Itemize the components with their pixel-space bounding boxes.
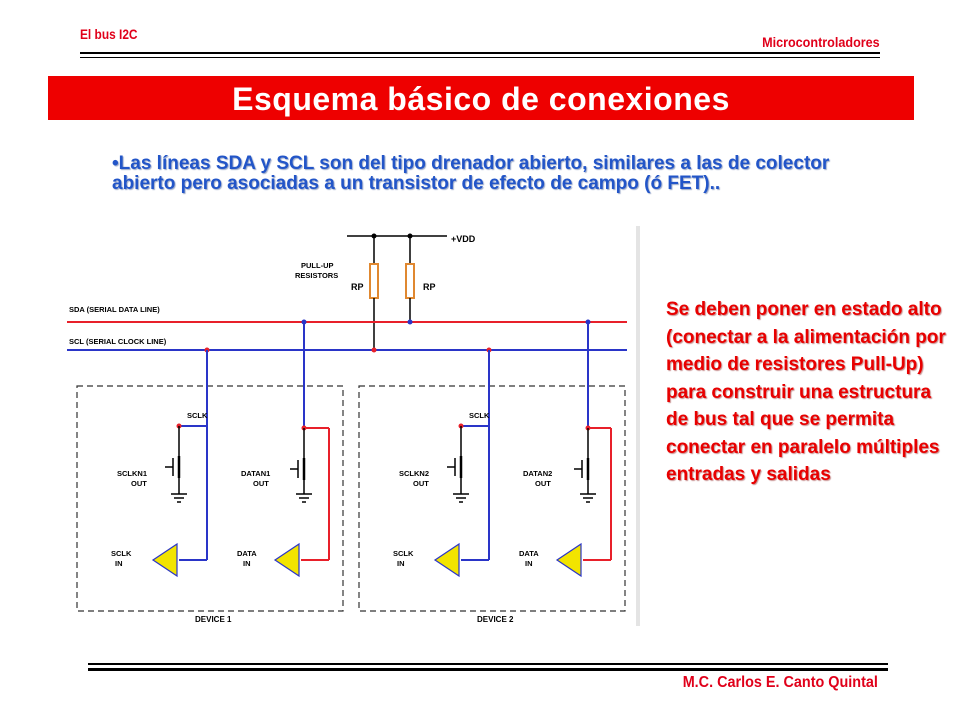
svg-text:DATA: DATA [519, 549, 539, 558]
header-rule-thin [80, 57, 880, 58]
sclk-in-buffer-2 [435, 544, 459, 576]
rp-label-1: RP [351, 282, 364, 292]
footer-rule-thin [88, 663, 888, 665]
header-topic: El bus I2C [80, 26, 138, 42]
svg-text:IN: IN [397, 559, 405, 568]
svg-text:DATAN2: DATAN2 [523, 469, 553, 478]
svg-text:SCLKN1: SCLKN1 [117, 469, 148, 478]
data-in-buffer-2 [557, 544, 581, 576]
header-course: Microcontroladores [762, 34, 880, 50]
svg-text:SCLK: SCLK [469, 411, 490, 420]
side-explanation: Se deben poner en estado alto (conectar a la alimentación por medio de resistores Pull-Up) para construir una estructura de bus tal que se permita conectar en paralelo múltiples entradas y salidas [666, 299, 946, 485]
svg-text:IN: IN [525, 559, 533, 568]
footer-rule [88, 668, 888, 671]
device-2-label: DEVICE 2 [477, 615, 514, 624]
svg-text:SCLKN2: SCLKN2 [399, 469, 430, 478]
svg-text:OUT: OUT [131, 479, 147, 488]
svg-text:SCLK: SCLK [187, 411, 208, 420]
svg-text:OUT: OUT [413, 479, 429, 488]
pullup-label-2: RESISTORS [295, 271, 339, 280]
pullup-label-1: PULL-UP [301, 261, 334, 270]
resistor-rp-2 [406, 264, 414, 298]
svg-text:SCLK: SCLK [111, 549, 132, 558]
scl-line-label: SCL (SERIAL CLOCK LINE) [69, 337, 167, 346]
resistor-rp-1 [370, 264, 378, 298]
svg-text:IN: IN [115, 559, 123, 568]
sda-line-label: SDA (SERIAL DATA LINE) [69, 305, 160, 314]
footer-author: M.C. Carlos E. Canto Quintal [682, 674, 878, 691]
diagram-frame-edge [636, 226, 640, 626]
vdd-label: +VDD [451, 234, 476, 244]
svg-text:OUT: OUT [535, 479, 551, 488]
slide-title: Esquema básico de conexiones [48, 76, 914, 120]
svg-text:SCLK: SCLK [393, 549, 414, 558]
svg-text:OUT: OUT [253, 479, 269, 488]
bullet-text: •Las líneas SDA y SCL son del tipo drenador abierto, similares a las de colector abierto pero asociadas a un transistor de efecto de campo (ó FET).. [112, 153, 830, 194]
data-in-buffer-1 [275, 544, 299, 576]
svg-text:DATAN1: DATAN1 [241, 469, 271, 478]
sclk-in-buffer-1 [153, 544, 177, 576]
device-1-label: DEVICE 1 [195, 615, 232, 624]
svg-text:DATA: DATA [237, 549, 257, 558]
rp-label-2: RP [423, 282, 436, 292]
header-rule [80, 52, 880, 54]
i2c-diagram [47, 226, 640, 626]
svg-text:IN: IN [243, 559, 251, 568]
